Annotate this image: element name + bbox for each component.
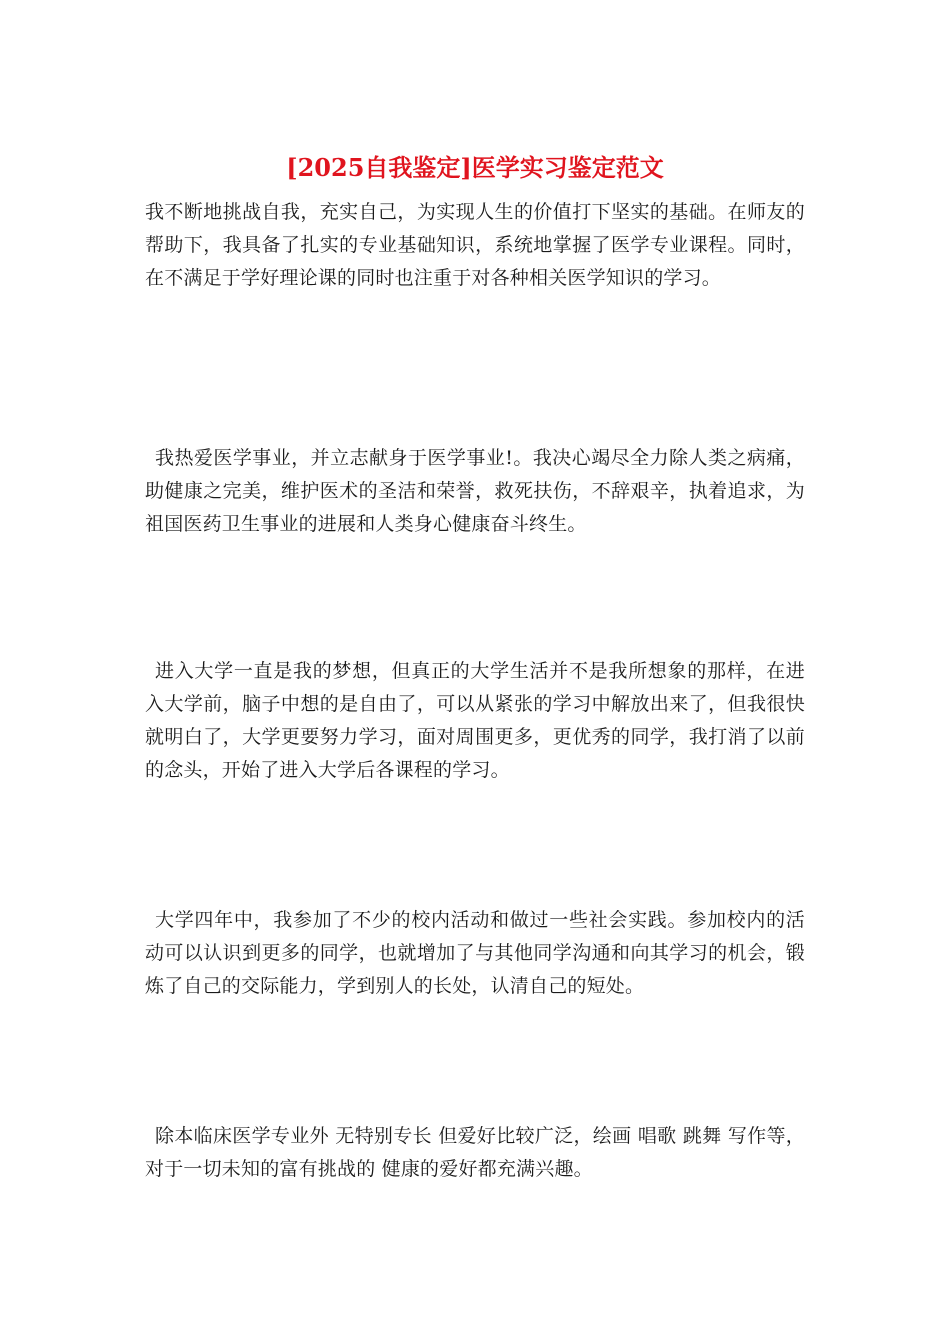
- document-title: [2025自我鉴定]医学实习鉴定范文: [286, 153, 664, 182]
- paragraph-5: 除本临床医学专业外 无特别专长 但爱好比较广泛，绘画 唱歌 跳舞 写作等，对于一切未知的富有挑战的 健康的爱好都充满兴趣。: [145, 1125, 805, 1180]
- paragraph-2: 我热爱医学事业，并立志献身于医学事业!。我决心竭尽全力除人类之病痛，助健康之完美，维护医术的圣洁和荣誉，救死扶伤，不辞艰辛，执着追求，为祖国医药卫生事业的进展和人类身心健康奋斗终生。: [145, 447, 805, 535]
- paragraph-4: 大学四年中，我参加了不少的校内活动和做过一些社会实践。参加校内的活动可以认识到更多的同学，也就增加了与其他同学沟通和向其学习的机会，锻炼了自己的交际能力，学到别人的长处，认清自己的短处。: [145, 909, 805, 997]
- paragraph-3: 进入大学一直是我的梦想，但真正的大学生活并不是我所想象的那样，在进入大学前，脑子中想的是自由了，可以从紧张的学习中解放出来了，但我很快就明白了，大学更要努力学习，面对周围更多，更优秀的同学，我打消了以前的念头，开始了进入大学后各课程的学习。: [145, 660, 805, 781]
- paragraph-1: 我不断地挑战自我，充实自己，为实现人生的价值打下坚实的基础。在师友的帮助下，我具备了扎实的专业基础知识，系统地掌握了医学专业课程。同时，在不满足于学好理论课的同时也注重于对各种相关医学知识的学习。: [145, 201, 805, 289]
